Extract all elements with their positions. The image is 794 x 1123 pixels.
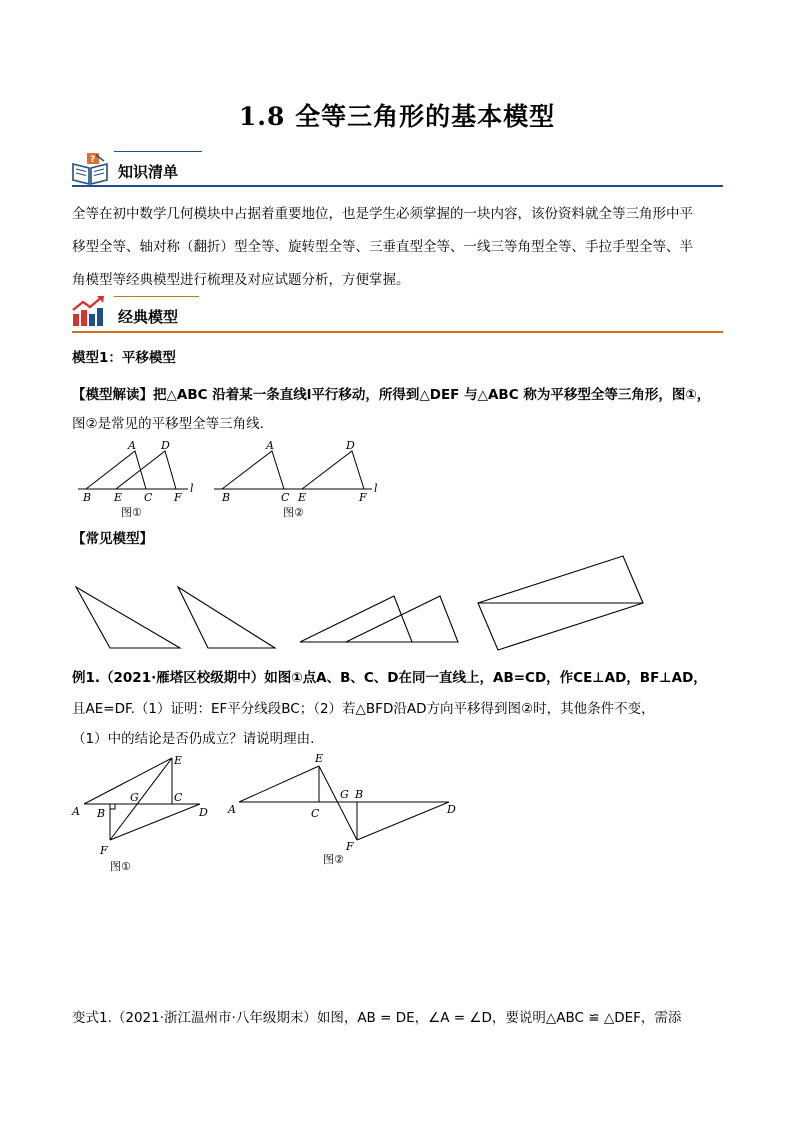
ex-fig2-label-c: C [311,807,320,820]
common-models-heading: 【常见模型】 [72,531,153,547]
ex-fig2-label-g: G [340,788,349,801]
ex-fig1-label-g: G [130,791,139,804]
fig1-label-c: C [144,491,153,504]
example1-line1 [72,666,707,686]
ex-fig2-label-a: A [228,803,236,816]
fig1-label-d: D [161,439,170,452]
fig1-label-a: A [128,439,136,452]
intro-line-1: 全等在初中数学几何模块中占据着重要地位，也是学生必须掌握的一块内容，该份资料就全等三角形中平 [72,206,693,222]
fig2-label-b: B [222,491,231,504]
ex-fig1-caption: 图① [110,860,131,873]
ex-fig1-label-c: C [174,791,183,804]
example1-line1-text: 例1.（2021·雁塔区校级期中）如图①点A、B、C、D在同一直线上，AB=CD，作CE⊥AD，BF⊥AD， [72,670,707,686]
model1-desc-line1 [72,383,710,403]
fig1-label-e: E [114,491,123,504]
ex-fig1-label-b: B [97,807,106,820]
figure-translation-2 [210,436,390,522]
page-title: 1.8 全等三角形的基本模型 [238,102,556,131]
model1-desc-line1-text: 【模型解读】把△ABC 沿着某一条直线l平行移动，所得到△DEF 与△ABC 称为平移型全等三角形，图①， [72,387,711,403]
ex-fig1-label-a: A [72,805,80,818]
fig2-label-l: l [374,482,378,495]
section1-top-rule [114,151,202,152]
book-icon [70,152,110,186]
svg-text:?: ? [90,155,96,165]
ex-fig2-caption: 图② [323,853,344,866]
ex-fig2-label-f: F [346,840,354,853]
model1-desc-line2: 图②是常见的平移型全等三角线. [72,416,264,432]
fig1-label-f: F [174,491,182,504]
fig1-label-l: l [190,482,194,495]
example-figure-1 [70,750,220,880]
fig1-label-b: B [83,491,92,504]
section-label-classic: 经典模型 [118,308,179,326]
fig2-label-f: F [359,491,367,504]
variant1-line [72,1006,681,1026]
ex-fig1-label-e: E [174,754,183,767]
section2-top-rule [114,296,199,297]
intro-line-3: 角模型等经典模型进行梳理及对应试题分析，方便掌握。 [72,272,410,288]
ex-fig1-label-d: D [199,806,208,819]
variant1-line-text: 变式1.（2021·浙江温州市·八年级期末）如图，AB = DE，∠A = ∠D，要说明△ABC ≌ △DEF，需添 [72,1010,682,1026]
section-label-knowledge: 知识清单 [118,163,179,181]
fig2-caption: 图② [283,506,304,519]
ex-fig2-label-b: B [355,788,364,801]
fig1-caption: 图① [121,506,142,519]
ex-fig2-label-e: E [315,752,324,765]
fig2-label-a: A [266,439,274,452]
fig2-label-e: E [298,491,307,504]
example1-line3: （1）中的结论是否仍成立？请说明理由. [72,731,315,747]
section1-rule [72,185,723,187]
ex-fig2-label-d: D [447,803,456,816]
figure-translation-1 [74,436,204,522]
section2-rule [72,331,723,333]
fig2-label-d: D [346,439,355,452]
common-models-figures [70,550,660,658]
intro-line-2: 移型全等、轴对称（翻折）型全等、旋转型全等、三垂直型全等、一线三等角型全等、手拉手型全等、半 [72,239,693,255]
example-figure-2 [225,750,465,880]
example1-line2: 且AE=DF.（1）证明：EF平分线段BC；（2）若△BFD沿AD方向平移得到图②时，其他条件不变， [72,701,655,717]
ex-fig1-label-f: F [100,844,108,857]
chart-growth-icon [70,294,110,328]
fig2-label-c: C [281,491,290,504]
model1-heading: 模型1：平移模型 [72,350,176,366]
intro-paragraph [72,198,727,297]
